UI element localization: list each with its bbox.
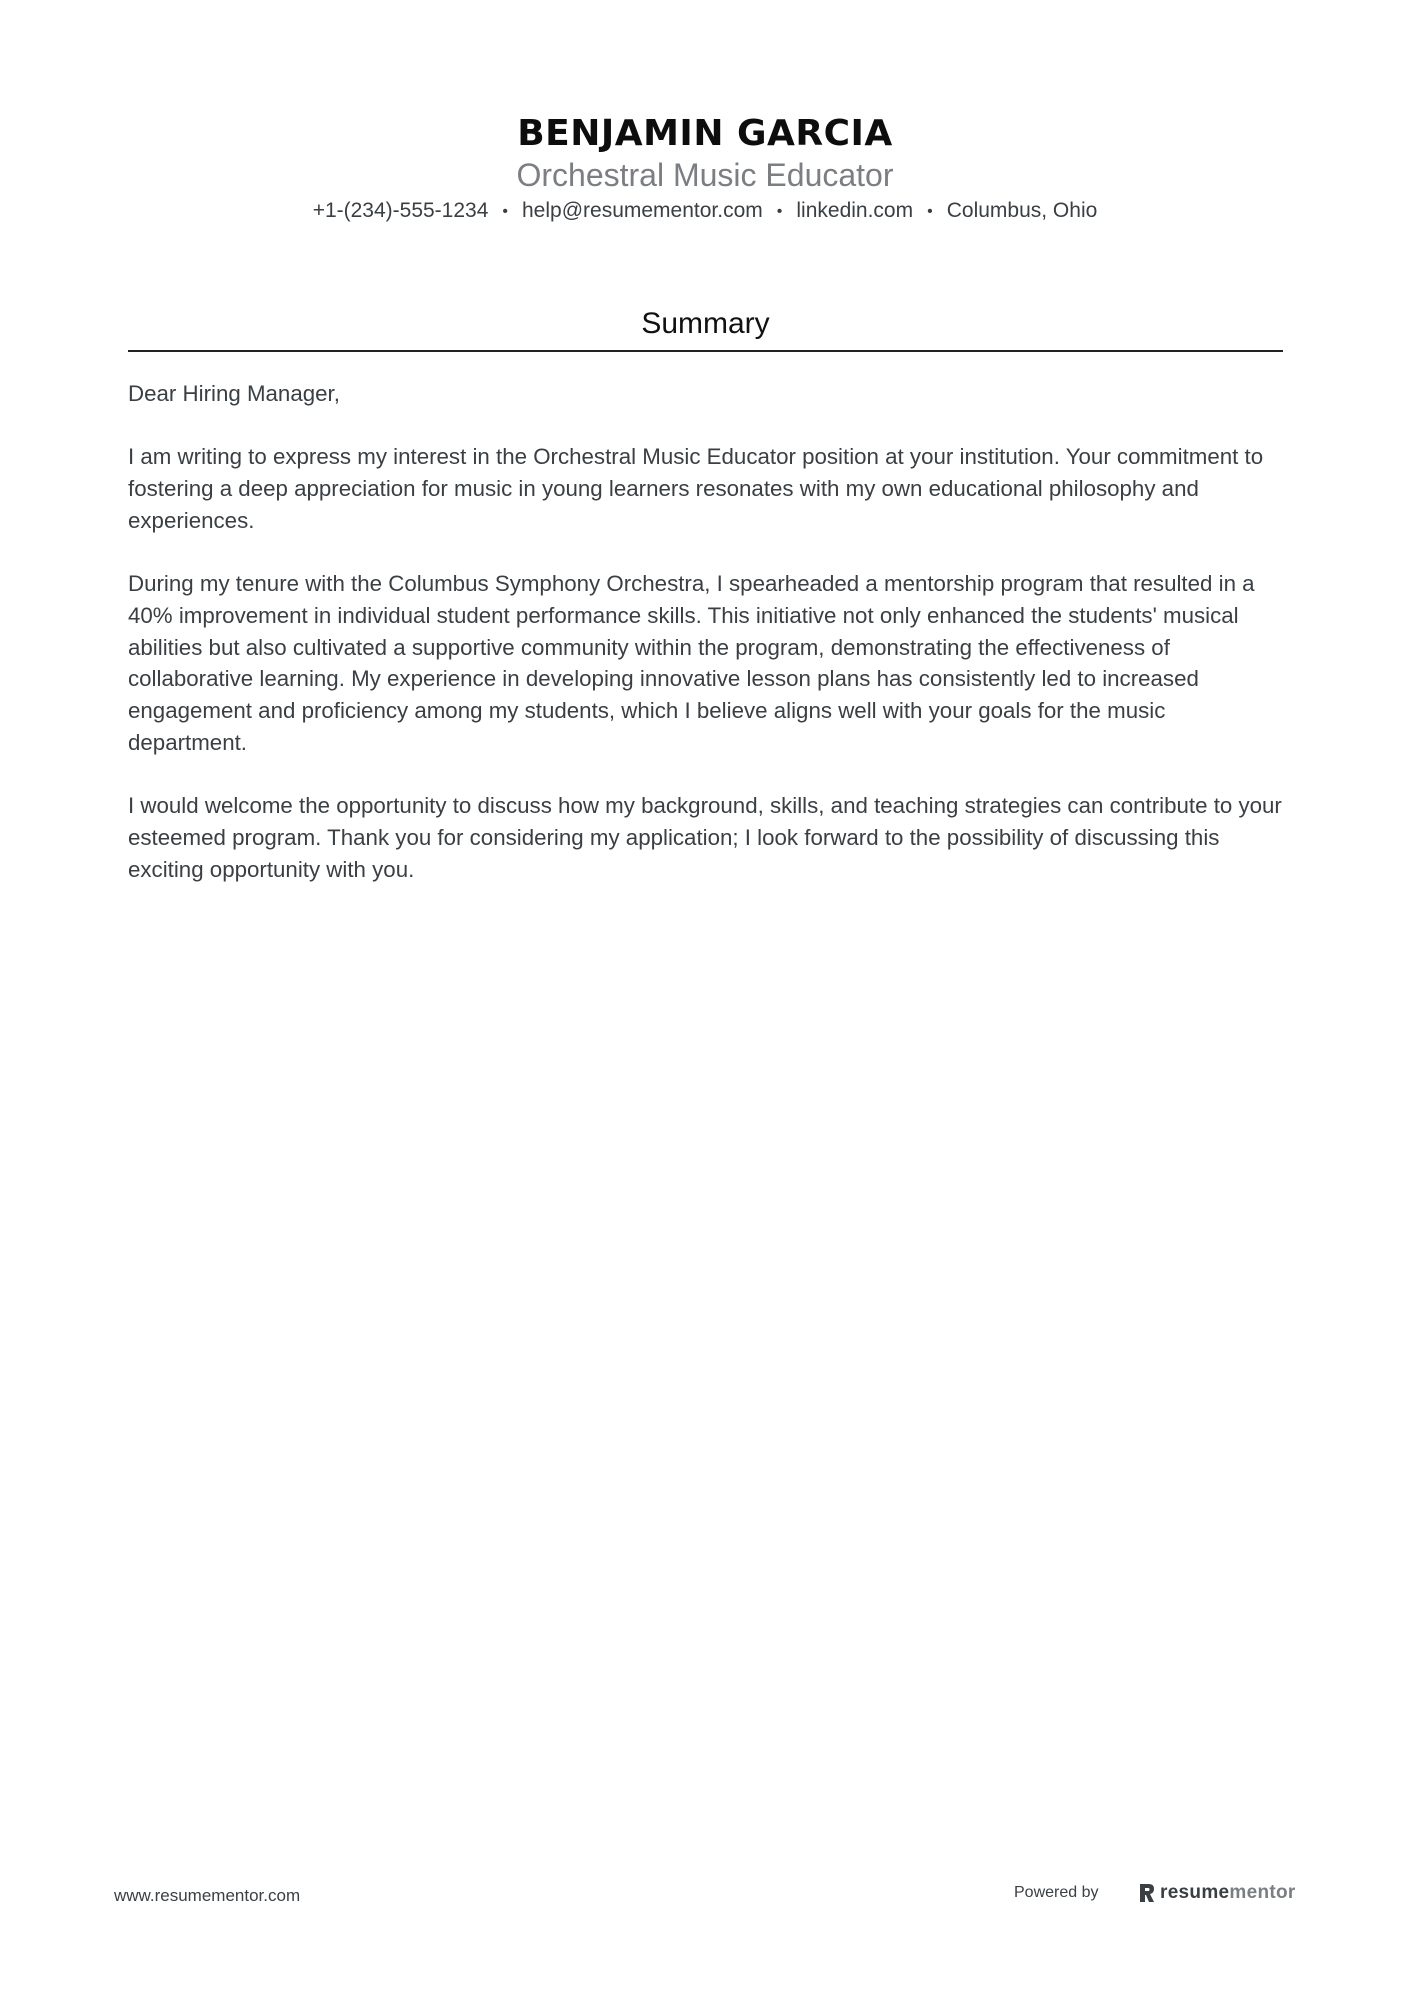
contact-linkedin: linkedin.com [796,199,914,222]
letter-paragraph: I am writing to express my interest in the Orchestral Music Educator position at your institution. Your commitment to fostering a deep appreciation for music in young learners resonates with my own educational philosophy and experiences. [128,444,1264,533]
resumementor-logo-icon [1138,1882,1156,1904]
brand-wordmark-resume: resume [1160,1882,1230,1903]
section-title-summary: Summary [641,307,770,340]
contact-separator: • [502,203,508,220]
cover-letter-body [128,378,1288,917]
contact-phone: +1-(234)-555-1234 [312,199,489,222]
section-divider [128,350,1283,352]
contact-location: Columbus, Ohio [946,199,1098,222]
letter-paragraph: During my tenure with the Columbus Symphony Orchestra, I spearheaded a mentorship program that resulted in a 40% improvement in individual student performance skills. This initiative not only enhanced the students' musical abilities but also cultivated a supportive community within the program, demonstrating the effectiveness of collaborative learning. My experience in developing innovative lesson plans has consistently led to increased engagement and proficiency among my students, which I believe aligns well with your goals for the music department. [128,571,1255,755]
letter-greeting: Dear Hiring Manager, [128,381,340,406]
resumementor-logo [1138,1880,1296,1906]
contact-email: help@resumementor.com [522,199,763,222]
brand-wordmark [1160,1882,1296,1904]
footer-website: www.resumementor.com [114,1886,301,1905]
brand-wordmark-mentor: mentor [1229,1882,1296,1903]
contact-separator: • [776,203,783,220]
contact-line [0,198,1410,225]
footer-powered-by: Powered by [1014,1884,1099,1901]
resume-header [0,112,1410,225]
candidate-name: BENJAMIN GARCIA [517,113,893,154]
job-title: Orchestral Music Educator [516,157,894,193]
letter-paragraph: I would welcome the opportunity to discuss how my background, skills, and teaching strategies can contribute to your esteemed program. Thank you for considering my application; I look forward to the possibility of discussing this exciting opportunity with you. [128,793,1282,882]
contact-separator: • [927,203,933,220]
